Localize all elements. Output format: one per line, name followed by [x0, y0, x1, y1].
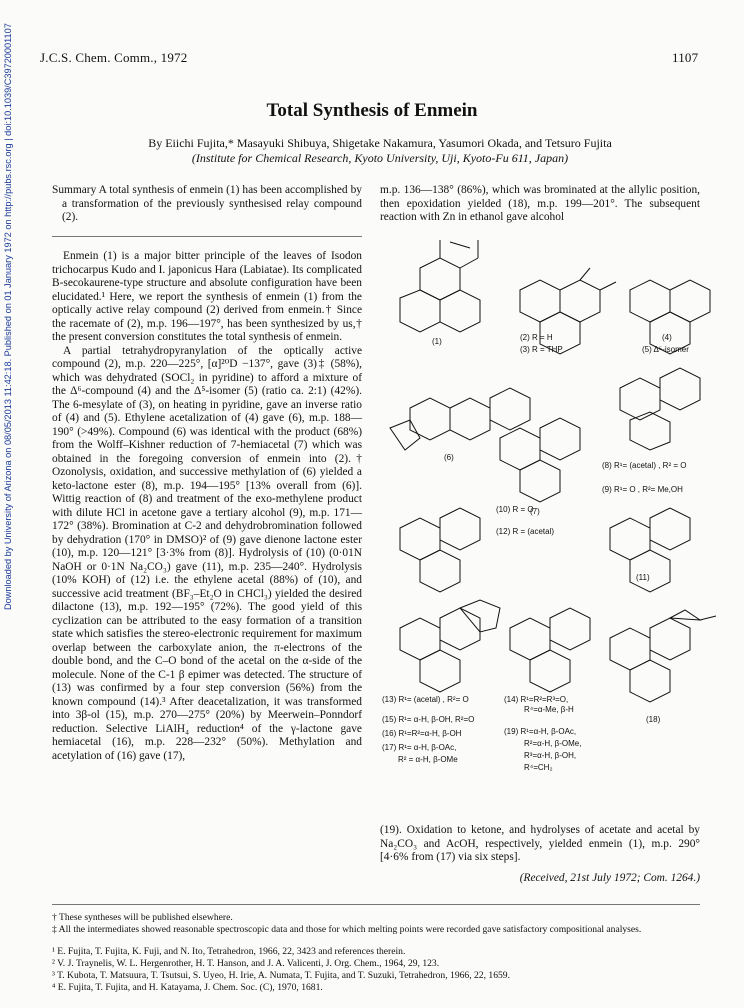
author-list: By Eiichi Fujita,* Masayuki Shibuya, Shigetake Nakamura, Yasumori Okada, and Tetsuro Fujita [148, 136, 612, 150]
structure-14 [510, 608, 590, 692]
footnotes [52, 912, 700, 936]
label-compound-18: (18) [646, 715, 661, 724]
label-compound-15: (15) R¹= α-H, β-OH, R²=O [382, 715, 475, 724]
paragraph-synthesis: A partial tetrahydropyranylation of the optically active compound (2), m.p. 220—225°, [α]²⁰D −137°, gave (3)‡ (58%), which was dehydrated (SOCl₂ in pyridine) to afford a mixture of the Δ⁶-compound (4) and the Δ⁵-isomer (5) (ratio ca. 2:1) (42%). The 6-mesylate of (3), on heating in pyridine, gave an inverse ratio of (4) and (5). Ethylene acetalization of (4) gave (6), m.p. 188—190° (>49%). Compound (6) was identical with the product (68%) from the Wolff–Kishner reduction of 7-hemiacetal (7) which was obtained in the foregoing conversion of enmein into (2).† Ozonolysis, oxidation, and successive methylation of (6) yielded a keto-lactone ester (8), m.p. 194—195° [13% overall from (6)]. Wittig reaction of (8) and treatment of the exo-methylene product with dilute HCl in acetone gave a tertiary alcohol (9), m.p. 171—172° (38%). Bromination at C-2 and dehydrobromination followed by dehydration (170° in DMSO)² of (9) gave dienone lactone ester (10), m.p. 120—121° [3·3% from (8)]. Hydrolysis of (10) (0·01N NaOH or 0·1N Na₂CO₃) gave (11), m.p. 235—240°. Hydrolysis (10% KOH) of (12) i.e. the ethylene acetal (88%) of (10), and successive acid treatment (BF₃–Et₂O in CHCl₃) yielded the desired dilactone (13), m.p. 192—195° (72%). The good yield of this cyclization can be attributed to the easy formation of a transition state which satisfies the stereo-electronic requirement for maximum overlap between the carboxylate anion, the π-electrons of the double bond, and the C–O bond of the acetal on the α-side of the molecule. None of the C-1 β epimer was detected. The structure of (13) was confirmed by a four step conversion (56%) from the known compound (14).³ After deacetalization, it was transformed into 3β-ol (15), m.p. 270—275° (20%) by Meerwein–Ponndorf reduction. Selective LiAlH₄ reduction⁴ of the γ-lactone gave hemiacetal (16), m.p. 228—232° (50%). Methylation and acetylation of (16) gave (17), [52, 344, 362, 762]
footnote-double-dagger: ‡ All the intermediates showed reasonable spectroscopic data and those for which melting points were recorded gave satisfactory compositional analyses. [52, 924, 642, 935]
label-compound-19: (19) R¹=α-H, β-OAc, [504, 727, 577, 736]
label-compound-8: (8) R¹= (acetal) , R² = O [602, 461, 687, 470]
reaction-scheme [380, 228, 720, 820]
right-column-bottom: (19). Oxidation to ketone, and hydrolyses of acetate and acetal by Na₂CO₃ and AcOH, respectively, yielded enmein (1), m.p. 290° [4·6% from (17) via six steps]. [380, 824, 700, 863]
received-date: (Received, 21st July 1972; Com. 1264.) [519, 872, 700, 884]
label-compound-3: (3) R = THP [520, 345, 563, 354]
page-number: 1107 [672, 50, 699, 65]
label-compound-19-r3: R³=α-H, β-OH, [524, 751, 577, 760]
download-watermark-text[interactable]: Downloaded by University of Arizona on 08/05/2013 11:42:18. Published on 01 January 1972 on http://pubs.rsc.org | doi:10.1039/C39720001107 [3, 23, 13, 610]
author-block [60, 136, 700, 166]
label-compound-9: (9) R¹= O , R²= Me,OH [602, 485, 683, 494]
summary-text: Summary A total synthesis of enmein (1) has been accomplished by a transformation of the previously synthesised relay compound (2). [52, 184, 362, 223]
left-column-body [52, 250, 362, 763]
label-compound-13: (13) R¹= (acetal) , R²= O [382, 695, 469, 704]
label-compound-2: (2) R = H [520, 333, 553, 342]
footnote-divider [52, 904, 700, 905]
label-compound-17-cont: R² = α-H, β-OMe [398, 755, 458, 764]
structure-10 [400, 508, 480, 592]
label-compound-14: (14) R¹=R²=R³=O, [504, 695, 569, 704]
label-compound-19-r2: R²=α-H, β-OMe, [524, 739, 582, 748]
label-compound-11: (11) [636, 573, 650, 582]
structure-6 [390, 388, 530, 450]
reference-4: ⁴ E. Fujita, T. Fujita, and H. Katayama, J. Chem. Soc. (C), 1970, 1681. [52, 982, 323, 993]
structure-7 [500, 418, 580, 502]
label-compound-16: (16) R¹=R²=α-H, β-OH [382, 729, 462, 738]
reference-1: ¹ E. Fujita, T. Fujita, K. Fuji, and N. Ito, Tetrahedron, 1966, 22, 3423 and references therein. [52, 946, 406, 957]
label-compound-12: (12) R = (acetal) [496, 527, 555, 536]
summary-divider [52, 236, 362, 237]
label-compound-17: (17) R¹= α-H, β-OAc, [382, 743, 457, 752]
label-compound-10: (10) R = O [496, 505, 534, 514]
right-column-top: m.p. 136—138° (86%), which was brominated at the allylic position, then epoxidation yielded (18), m.p. 199—201°. The subsequent reaction with Zn in ethanol gave alcohol [380, 184, 700, 223]
references [52, 946, 700, 994]
structure-18 [610, 610, 716, 702]
institution: (Institute for Chemical Research, Kyoto University, Uji, Kyoto-Fu 611, Japan) [191, 151, 569, 165]
label-compound-19-r4: R⁴=CH₂ [524, 763, 553, 772]
label-compound-14-cont: R⁴=α-Me, β-H [524, 705, 574, 714]
structure-11 [610, 508, 690, 592]
reference-2: ² V. J. Traynelis, W. L. Hergenrother, H. T. Hanson, and J. A. Valicenti, J. Org. Chem., 1964, 29, 123. [52, 958, 440, 969]
article-title: Total Synthesis of Enmein [266, 100, 478, 121]
structure-1 [400, 240, 480, 332]
journal-header: J.C.S. Chem. Comm., 1972 [40, 50, 188, 65]
footnote-dagger: † These syntheses will be published elsewhere. [52, 912, 233, 923]
label-compound-6: (6) [444, 453, 454, 462]
structure-4 [630, 280, 710, 354]
label-compound-4: (4) [662, 333, 672, 342]
label-compound-7: (7) [530, 507, 540, 516]
structure-13 [400, 600, 500, 692]
label-compound-1: (1) [432, 337, 442, 346]
label-compound-5: (5) Δ⁵-isomer [642, 345, 689, 354]
summary [52, 184, 362, 225]
paragraph-intro: Enmein (1) is a major bitter principle of the leaves of Isodon trichocarpus Kudo and I. japonicus Hara (Labiatae). Its complicated B-secokaurene-type structure and absolute configuration have been elucidated.¹ Here, we report the synthesis of enmein (1) from the optically active relay compound (2) derived from enmein.† Since the racemate of (2), m.p. 196—197°, has been synthesized by us,† the present conversion constitutes the total synthesis of enmein. [52, 250, 362, 343]
download-watermark [3, 23, 15, 610]
reference-3: ³ T. Kubota, T. Matsuura, T. Tsutsui, S. Uyeo, H. Irie, A. Numata, T. Fujita, and T. Suzuki, Tetrahedron, 1966, 22, 1659. [52, 970, 510, 981]
structure-8 [620, 368, 700, 450]
